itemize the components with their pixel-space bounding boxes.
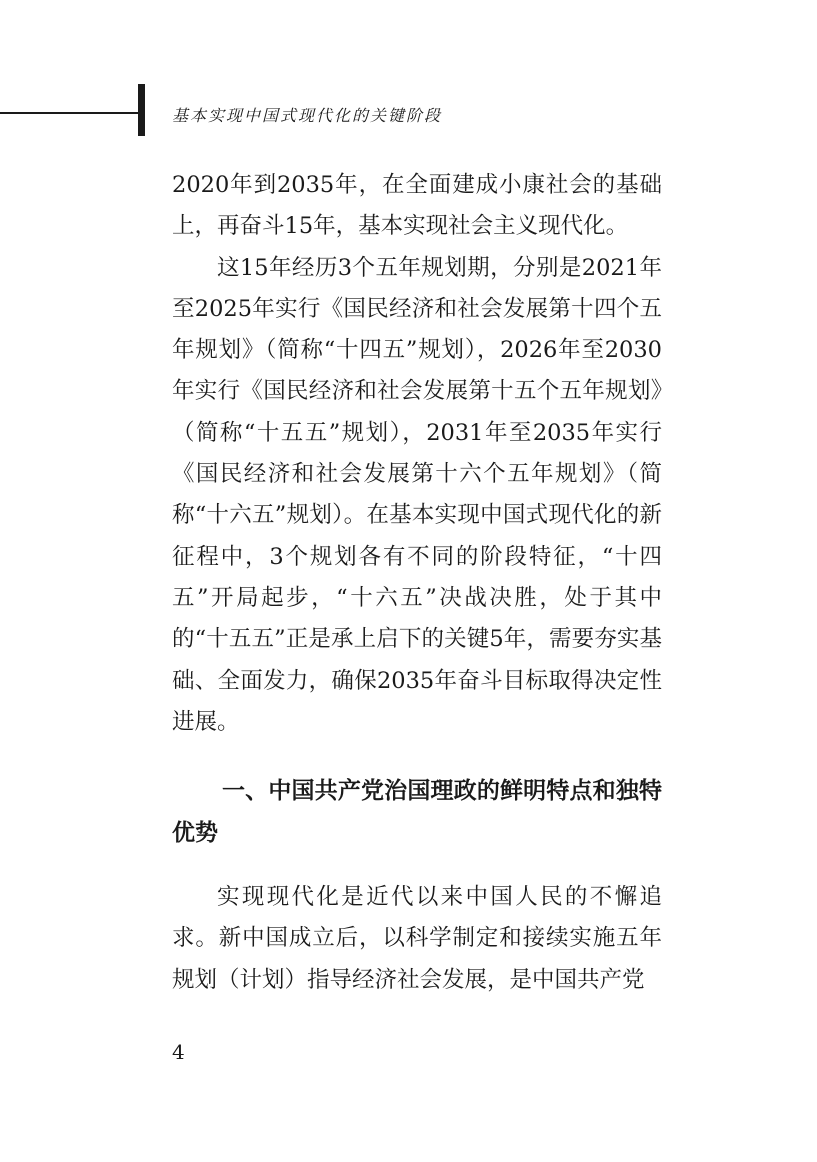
paragraph-2: 这15年经历3个五年规划期，分别是2021年至2025年实行《国民经济和社会发展第十四个五年规划》（简称“十四五”规划），2026年至2030年实行《国民经济和社会发展第十五个五年规划》（简称“十五五”规划），2031年至2035年实行《国民经济和社会发展第十六个五年规划》（简称“十六五”规划）。在基本实现中国式现代化的新征程中，3个规划各有不同的阶段特征，“十四五”开局起步，“十六五”决战决胜，处于其中的“十五五”正是承上启下的关键5年，需要夯实基础、全面发力，确保2035年奋斗目标取得决定性进展。 <box>172 254 662 735</box>
page-number: 4 <box>172 1040 185 1064</box>
paragraph-3: 实现现代化是近代以来中国人民的不懈追求。新中国成立后，以科学制定和接续实施五年规划（计划）指导经济社会发展，是中国共产党 <box>172 884 662 993</box>
paragraph-1: 2020年到2035年，在全面建成小康社会的基础上，再奋斗15年，基本实现社会主义现代化。 <box>172 172 662 240</box>
running-head-title: 基本实现中国式现代化的关键阶段 <box>172 106 443 125</box>
section-heading: 一、中国共产党治国理政的鲜明特点和独特优势 <box>172 778 662 846</box>
body-text-bottom <box>172 877 662 1001</box>
header-rule <box>0 112 138 114</box>
body-text-top <box>172 165 662 743</box>
header-bar <box>138 84 145 136</box>
